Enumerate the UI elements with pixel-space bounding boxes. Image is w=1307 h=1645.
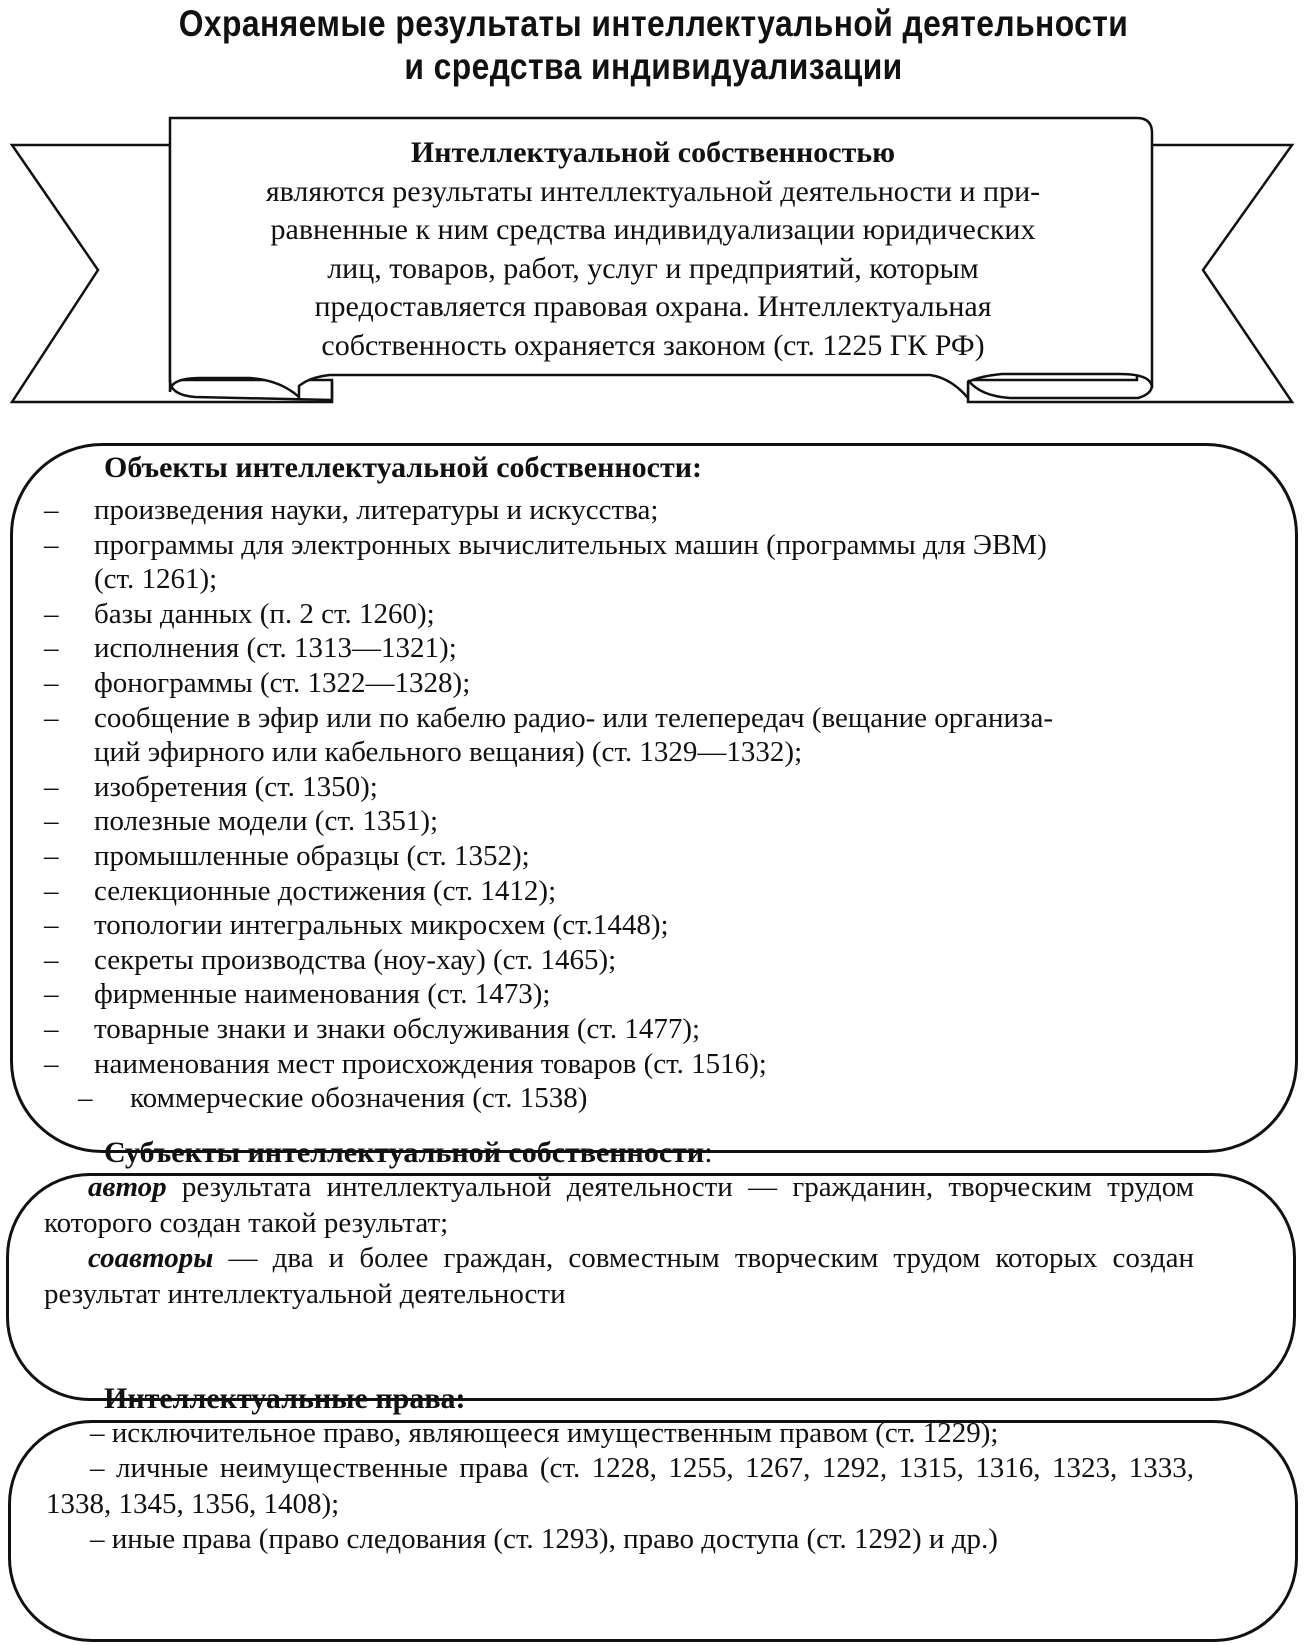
rights-heading: Интеллектуальные права: (104, 1382, 466, 1415)
list-item (42, 701, 1272, 770)
rights-item-text: – исключительное право, являющееся имущественным правом (ст. 1229); (90, 1417, 999, 1449)
list-item-text: сообщение в эфир или по кабелю радио- или телепередач (вещание организа- (94, 701, 1054, 734)
ip-definition-heading: Интеллектуальной собственностью (410, 136, 896, 169)
rights-item-text: – личные неимущественные права (ст. 1228, 1255, 1267, 1292, 1315, 1316, 1323, 1333, 1338, 1345, 1356, 1408); (46, 1452, 1194, 1520)
objects-heading: Объекты интеллектуальной собственности: (104, 451, 702, 484)
list-item: – селекционные достижения (ст. 1412); (42, 874, 1272, 909)
coauthors-term: соавторы (88, 1242, 214, 1274)
list-item: – произведения науки, литературы и искусства; (42, 493, 1272, 528)
title-line-1: Охраняемые результаты интеллектуальной деятельности (178, 3, 1129, 44)
coauthors-text: — два и более граждан, совместным творческим трудом которых создан результат интеллектуальной деятельности (44, 1242, 1194, 1310)
list-item-text-cont: (ст. 1261); (94, 563, 218, 596)
list-item: – промышленные образцы (ст. 1352); (42, 839, 1272, 874)
list-item: – полезные модели (ст. 1351); (42, 804, 1272, 839)
rights-item (46, 1451, 1194, 1522)
subjects-heading-text: Субъекты интеллектуальной собственности (104, 1136, 705, 1169)
list-item: – топологии интегральных микросхем (ст.1448); (42, 908, 1272, 943)
list-item (42, 528, 1272, 597)
author-text: результата интеллектуальной деятельности — гражданин, творческим трудом которого создан такой результат; (44, 1171, 1194, 1239)
list-item: – исполнения (ст. 1313—1321); (42, 631, 1272, 666)
rights-item (46, 1416, 1194, 1452)
subjects-heading (104, 1136, 713, 1170)
ip-definition-line: предоставляется правовая охрана. Интеллектуальная (314, 290, 992, 323)
list-item: – фирменные наименования (ст. 1473); (42, 977, 1272, 1012)
ip-definition-line: равненные к ним средства индивидуализации юридических (270, 213, 1036, 246)
rights-item-text: – иные права (право следования (ст. 1293), право доступа (ст. 1292) и др.) (90, 1523, 998, 1555)
subjects-heading-colon: : (704, 1136, 713, 1169)
author-definition (44, 1170, 1194, 1241)
list-item: – секреты производства (ноу-хау) (ст. 1465); (42, 943, 1272, 978)
list-item-text-cont: ций эфирного или кабельного вещания) (ст. 1329—1332); (94, 736, 803, 769)
list-item: – изобретения (ст. 1350); (42, 770, 1272, 805)
author-term: автор (88, 1171, 167, 1203)
rights-item (46, 1522, 1194, 1558)
list-item: – наименования мест происхождения товаров (ст. 1516); (42, 1047, 1272, 1082)
ip-definition (178, 134, 1128, 365)
ip-definition-line: являются результаты интеллектуальной деятельности и при- (265, 174, 1041, 208)
list-item: – товарные знаки и знаки обслуживания (ст. 1477); (42, 1012, 1272, 1047)
title-line-2: и средства индивидуализации (404, 46, 903, 87)
list-item: – фонограммы (ст. 1322—1328); (42, 666, 1272, 701)
coauthors-definition (44, 1241, 1194, 1312)
page-title (91, 2, 1215, 88)
list-item-text: программы для электронных вычислительных машин (программы для ЭВМ) (94, 528, 1047, 561)
list-item: – базы данных (п. 2 ст. 1260); (42, 597, 1272, 632)
list-item: – коммерческие обозначения (ст. 1538) (42, 1081, 1272, 1116)
ip-definition-line: собственность охраняется законом (ст. 1225 ГК РФ) (321, 328, 985, 362)
ip-definition-line: лиц, товаров, работ, услуг и предприятий, которым (327, 251, 979, 285)
objects-list (42, 493, 1272, 1116)
